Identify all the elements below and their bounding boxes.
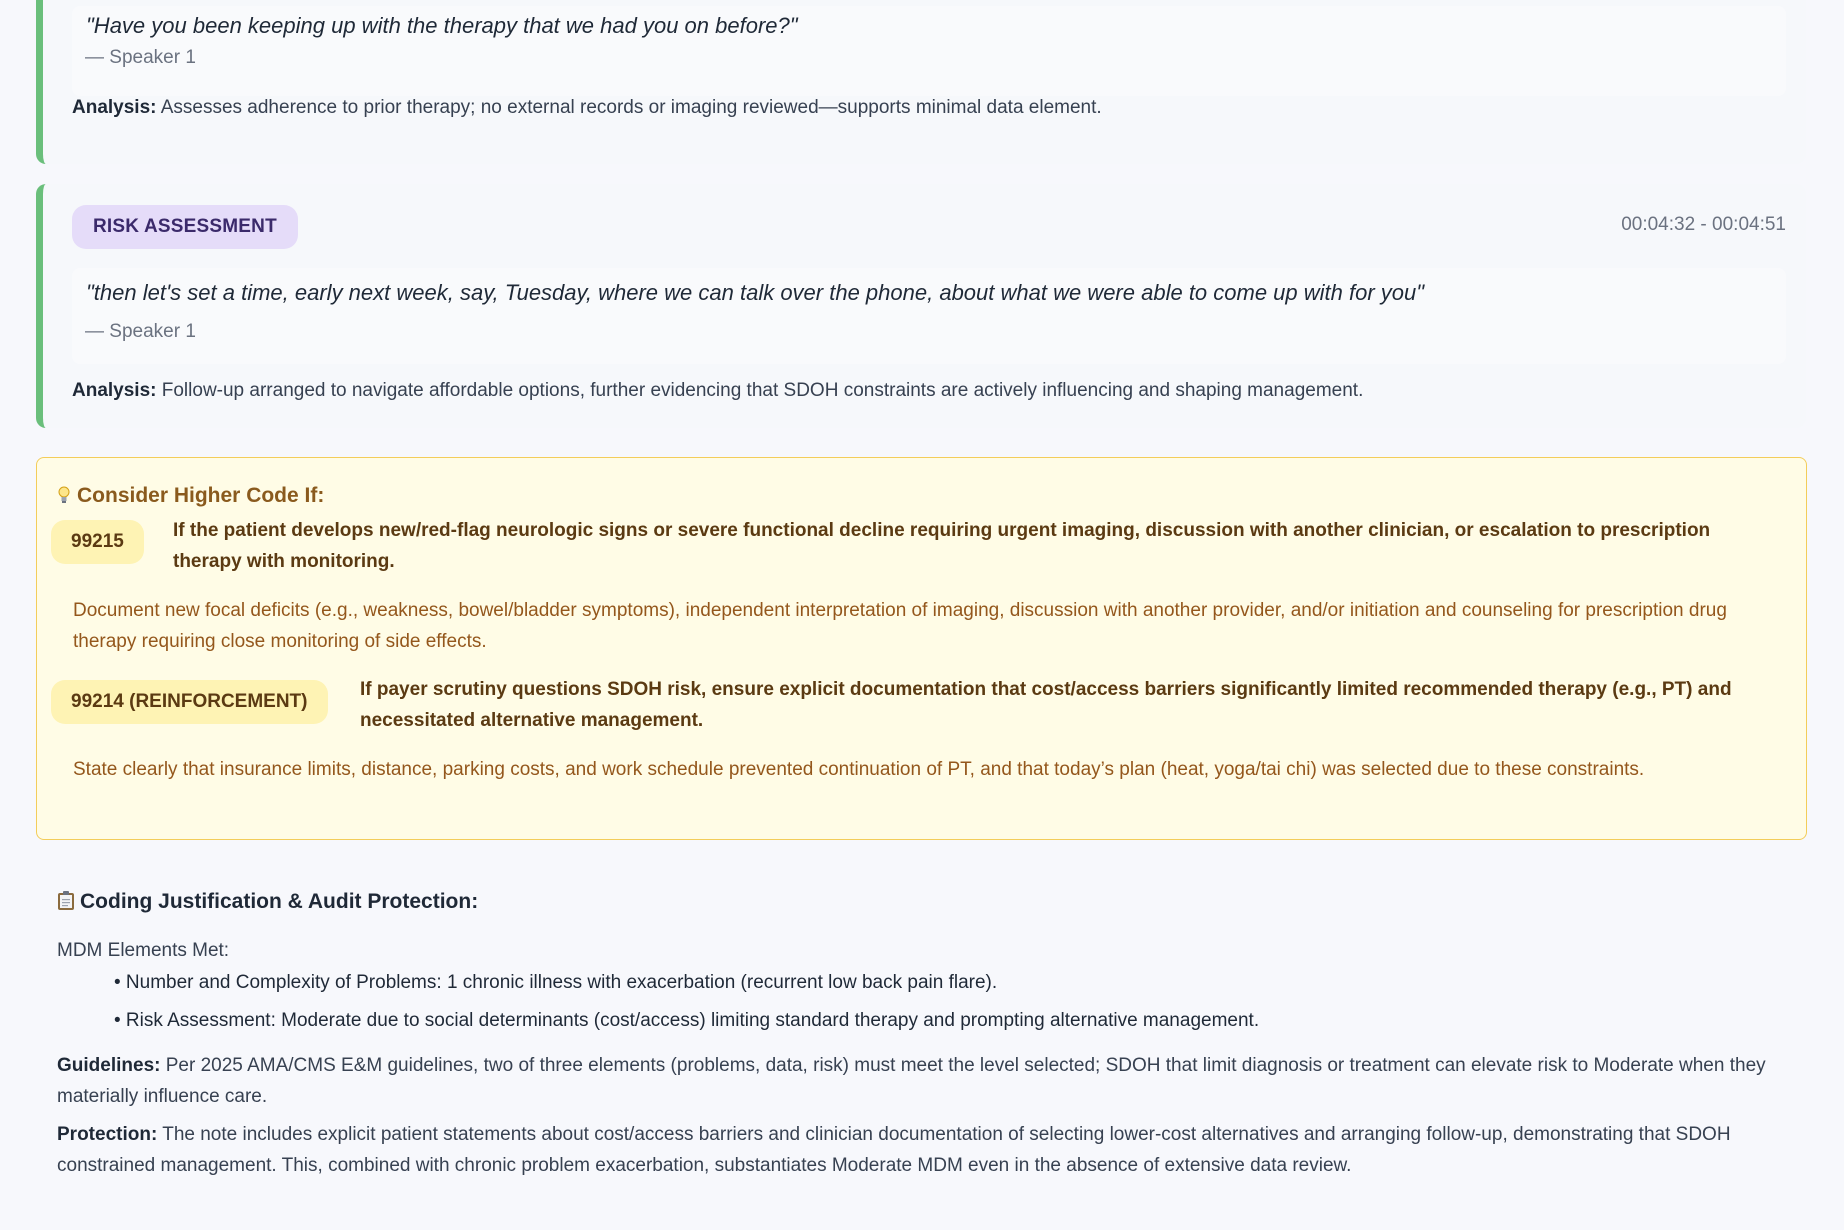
analysis-text: [72, 380, 1363, 402]
analysis-text: [72, 97, 1102, 119]
code-condition: If the patient develops new/red-flag neurologic signs or severe functional decline requiring urgent imaging, discussion with another clinician, or escalation to prescription therapy with monitoring.: [173, 520, 1711, 572]
justification-title-text: Coding Justification & Audit Protection:: [80, 890, 479, 913]
code-documentation: Document new focal deficits (e.g., weakness, bowel/bladder symptoms), independent interpretation of imaging, discussion with another provider, and/or initiation and counseling for prescription drug therapy requiring close monitoring of side effects.: [73, 600, 1727, 652]
quote-text: "Have you been keeping up with the therapy that we had you on before?": [86, 13, 798, 38]
transcript-evidence-card: [36, 0, 1806, 164]
higher-code-title-text: Consider Higher Code If:: [77, 484, 325, 507]
risk-assessment-badge: RISK ASSESSMENT: [72, 205, 298, 249]
protection-paragraph: [57, 1119, 1777, 1181]
list-item: • Number and Complexity of Problems: 1 chronic illness with exacerbation (recurrent low back pain flare).: [114, 972, 998, 993]
protection-label: Protection:: [57, 1124, 158, 1145]
code-documentation: State clearly that insurance limits, distance, parking costs, and work schedule prevented continuation of PT, and that today’s plan (heat, yoga/tai chi) was selected due to these constraints.: [73, 759, 1645, 780]
code-badge-99215: 99215: [51, 520, 144, 564]
code-condition: If payer scrutiny questions SDOH risk, ensure explicit documentation that cost/access barriers significantly limited recommended therapy (e.g., PT) and necessitated alternative management.: [360, 679, 1732, 731]
analysis-body: Assesses adherence to prior therapy; no external records or imaging reviewed—supports minimal data element.: [156, 97, 1102, 118]
analysis-label: Analysis:: [72, 380, 157, 401]
guidelines-label: Guidelines:: [57, 1055, 161, 1076]
list-item: • Risk Assessment: Moderate due to social determinants (cost/access) limiting standard therapy and prompting alternative management.: [114, 1010, 1260, 1031]
protection-text: The note includes explicit patient statements about cost/access barriers and clinician documentation of selecting lower-cost alternatives and arranging follow-up, demonstrating that SDOH constrained management. This, combined with chronic problem exacerbation, substantiates Moderate MDM even in the absence of extensive data review.: [57, 1124, 1731, 1176]
quote-text: "then let's set a time, early next week, say, Tuesday, where we can talk over the phone, about what we were able to come up with for you": [86, 280, 1425, 305]
speaker-label: — Speaker 1: [85, 47, 196, 68]
lightbulb-icon: [57, 486, 71, 504]
mdm-elements-label: MDM Elements Met:: [57, 940, 230, 961]
justification-title: [57, 890, 478, 914]
speaker-label: — Speaker 1: [85, 321, 196, 342]
analysis-body: Follow-up arranged to navigate affordable options, further evidencing that SDOH constraints are actively influencing and shaping management.: [156, 380, 1364, 401]
higher-code-title: [57, 484, 324, 508]
guidelines-paragraph: [57, 1050, 1777, 1112]
timestamp: 00:04:32 - 00:04:51: [1621, 214, 1786, 235]
code-badge-99214: 99214 (REINFORCEMENT): [51, 680, 328, 724]
analysis-label: Analysis:: [72, 97, 157, 118]
consider-higher-code-panel: [36, 457, 1807, 840]
clipboard-icon: [57, 891, 75, 911]
risk-assessment-card: [36, 184, 1806, 428]
guidelines-text: Per 2025 AMA/CMS E&M guidelines, two of three elements (problems, data, risk) must meet the level selected; SDOH that limit diagnosis or treatment can elevate risk to Moderate when they materially influence care.: [57, 1055, 1766, 1107]
